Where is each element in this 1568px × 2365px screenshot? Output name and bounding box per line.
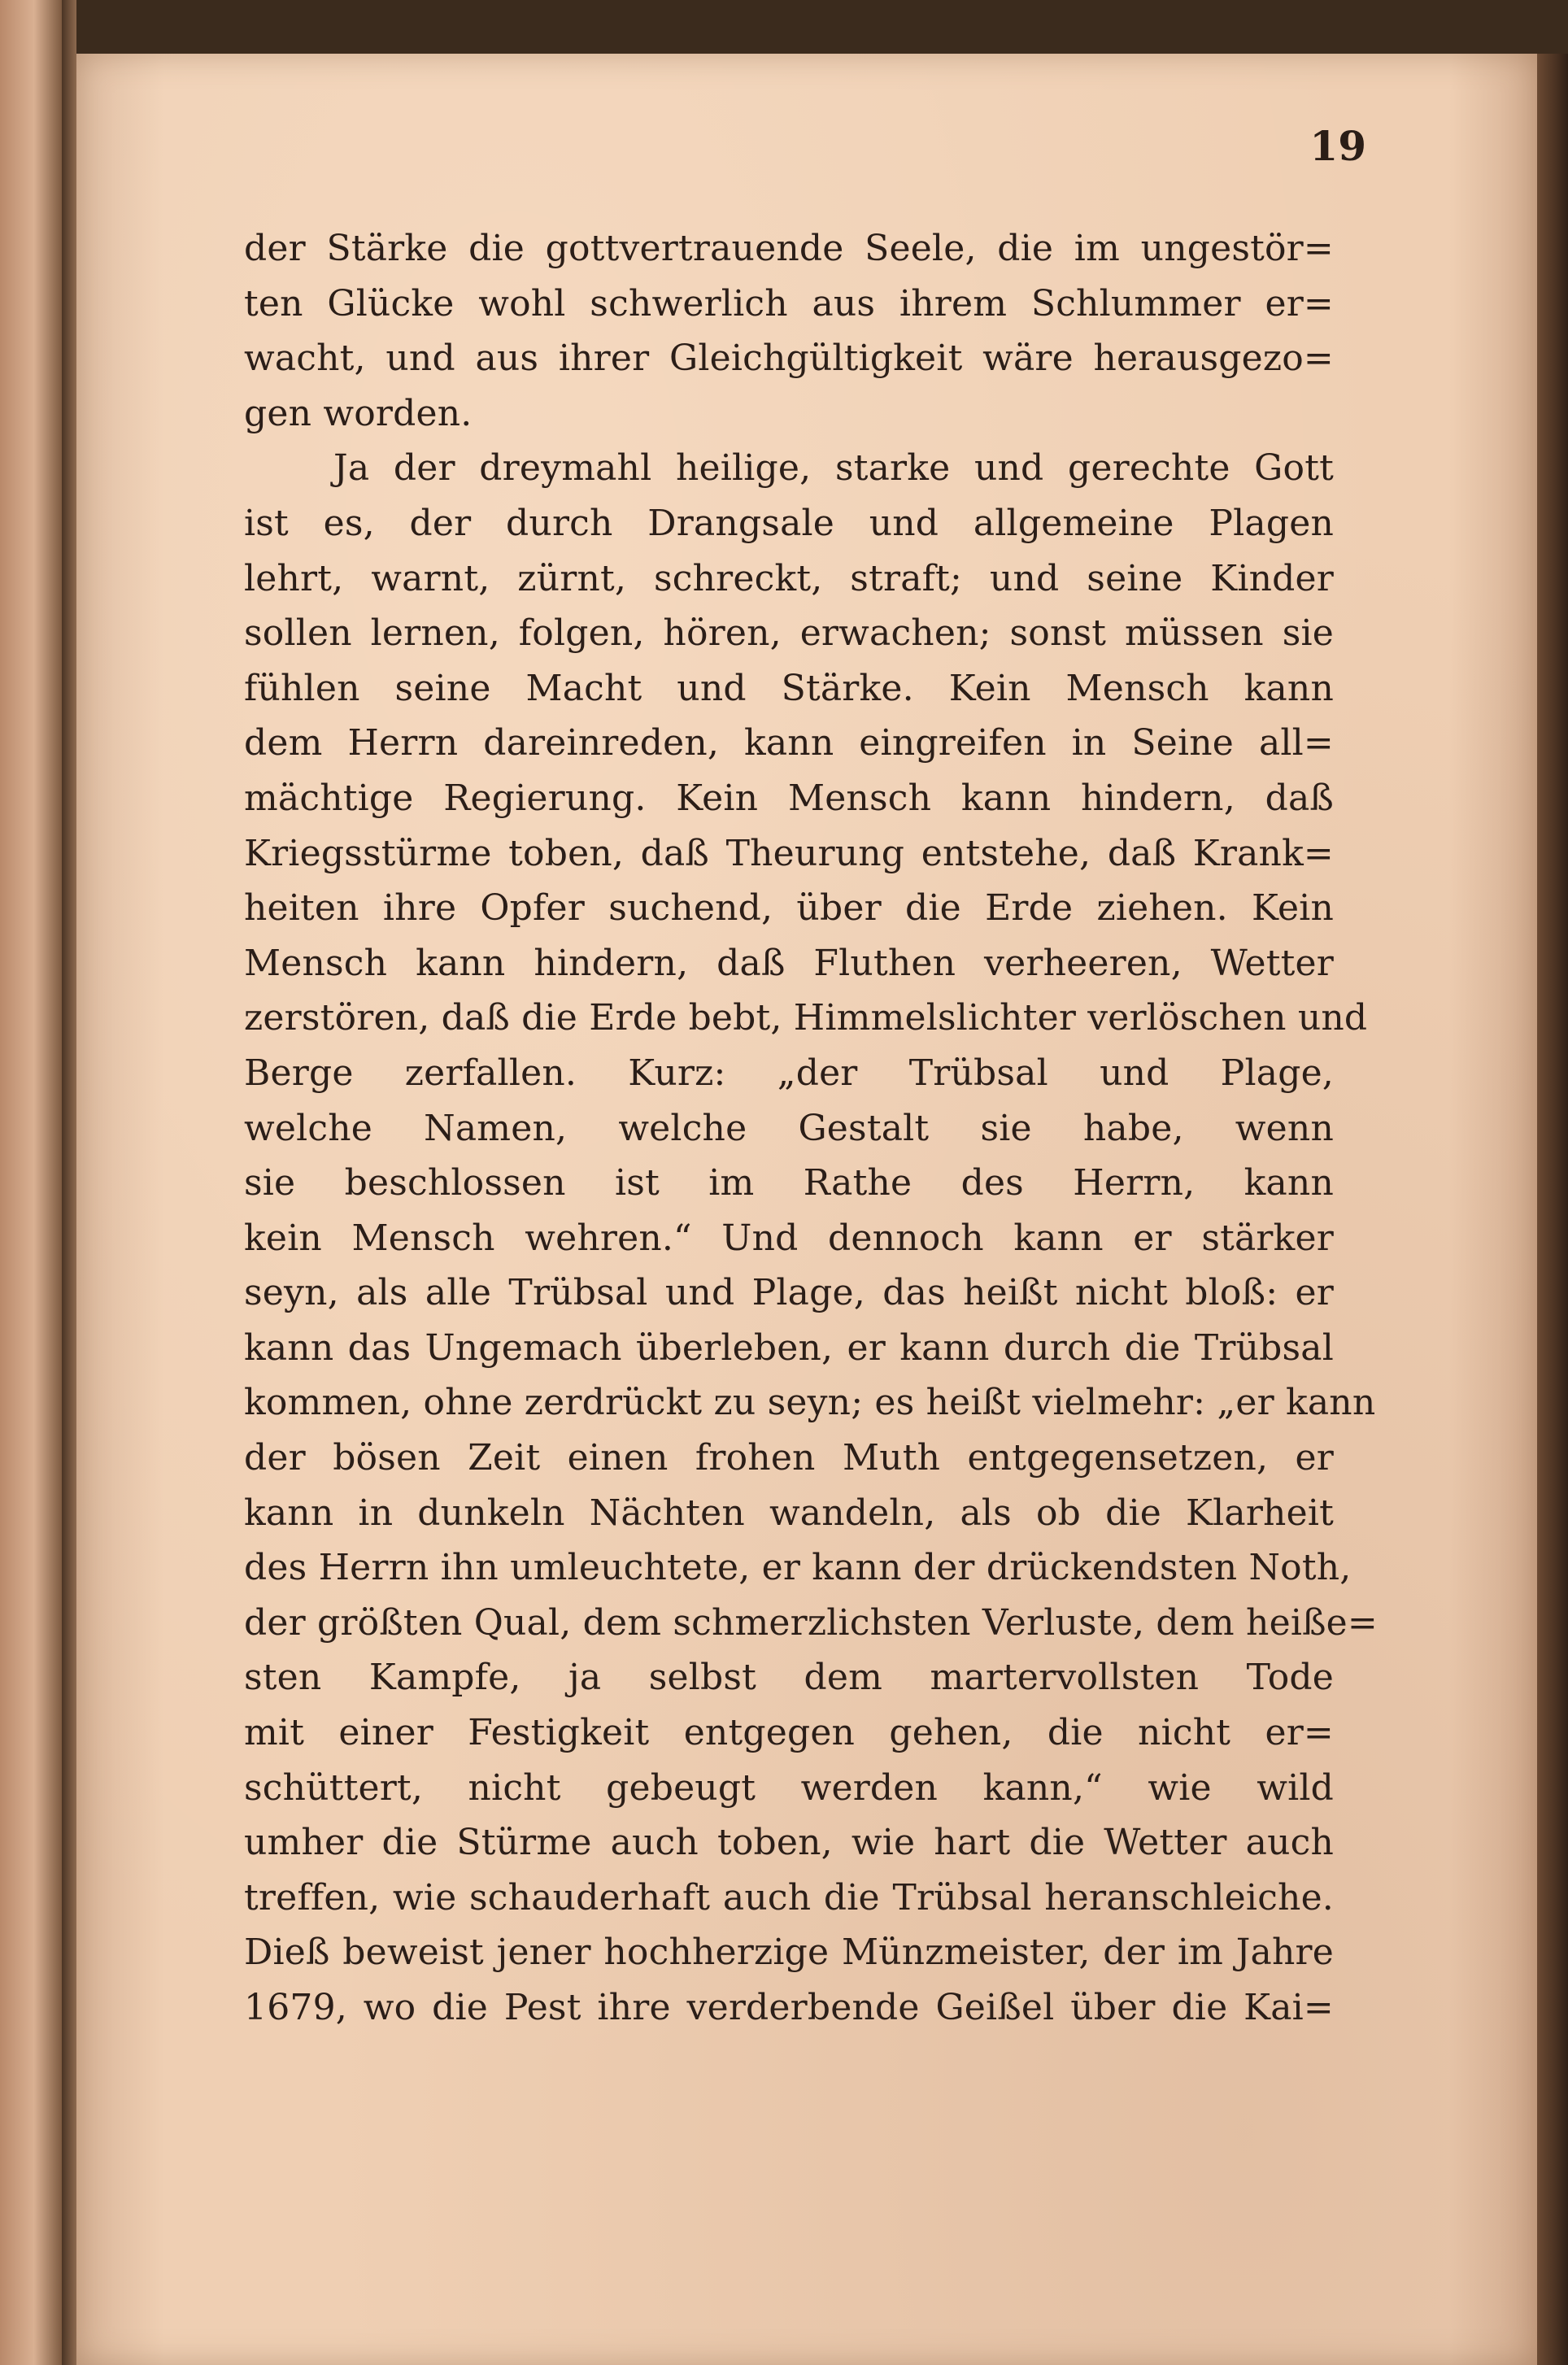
text-line: welche Namen, welche Gestalt sie habe, wenn [244, 1107, 1334, 1149]
text-line: Mensch kann hindern, daß Fluthen verheeren, Wetter [244, 942, 1334, 984]
text-line: Dieß beweist jener hochherzige Münzmeister, der im Jahre [244, 1932, 1334, 1974]
text-line: Berge zerfallen. Kurz: „der Trübsal und Plage, [244, 1052, 1334, 1094]
paragraph-first-line: Ja der dreymahl heilige, starke und gerechte Gott [333, 447, 1334, 490]
text-line: sten Kampfe, ja selbst dem martervollsten Tode [244, 1657, 1334, 1699]
text-line: kann das Ungemach überleben, er kann durch die Trübsal [244, 1326, 1334, 1369]
text-line: schüttert, nicht gebeugt werden kann,“ wie wild [244, 1766, 1334, 1809]
page-number: 19 [1309, 122, 1366, 170]
text-line: heiten ihre Opfer suchend, über die Erde ziehen. Kein [244, 887, 1334, 930]
text-line: kein Mensch wehren.“ Und dennoch kann er stärker [244, 1217, 1334, 1259]
text-line: kann in dunkeln Nächten wandeln, als ob die Klarheit [244, 1492, 1334, 1534]
text-line: zerstören, daß die Erde bebt, Himmelslichter verlöschen und [244, 997, 1368, 1039]
text-line: dem Herrn dareinreden, kann eingreifen in Seine all= [244, 722, 1334, 764]
text-line: der Stärke die gottvertrauende Seele, die im ungestör= [244, 228, 1334, 269]
text-line: 1679, wo die Pest ihre verderbende Geißel über die Kai= [244, 1987, 1334, 2028]
page-stack-edge [1537, 54, 1568, 2365]
text-line: mit einer Festigkeit entgegen gehen, die nicht er= [244, 1712, 1334, 1754]
text-line: lehrt, warnt, zürnt, schreckt, straft; und seine Kinder [244, 557, 1334, 599]
book-gutter [62, 0, 76, 2365]
text-line: gen worden. [244, 392, 473, 434]
text-line: der größten Qual, dem schmerzlichsten Verluste, dem heiße= [244, 1601, 1378, 1644]
text-line: des Herrn ihn umleuchtete, er kann der drückendsten Noth, [244, 1547, 1352, 1589]
text-line: mächtige Regierung. Kein Mensch kann hindern, daß [244, 777, 1334, 819]
left-page-edge [0, 0, 62, 2365]
text-line: kommen, ohne zerdrückt zu seyn; es heißt vielmehr: „er kann [244, 1382, 1376, 1424]
text-line: umher die Stürme auch toben, wie hart die Wetter auch [244, 1822, 1334, 1864]
text-line: seyn, als alle Trübsal und Plage, das heißt nicht bloß: er [244, 1272, 1334, 1314]
text-line: wacht, und aus ihrer Gleichgültigkeit wäre herausgezo= [244, 338, 1334, 380]
text-line: der bösen Zeit einen frohen Muth entgegensetzen, er [244, 1437, 1334, 1479]
text-line: Kriegsstürme toben, daß Theurung entstehe, daß Krank= [244, 832, 1334, 874]
text-line: treffen, wie schauderhaft auch die Trübsal heranschleiche. [244, 1876, 1334, 1919]
text-line: sollen lernen, folgen, hören, erwachen; sonst müssen sie [244, 612, 1334, 655]
text-line: fühlen seine Macht und Stärke. Kein Mensch kann [244, 667, 1334, 709]
text-line: ten Glücke wohl schwerlich aus ihrem Schlummer er= [244, 282, 1334, 324]
text-line: ist es, der durch Drangsale und allgemeine Plagen [244, 502, 1334, 544]
text-line: sie beschlossen ist im Rathe des Herrn, kann [244, 1162, 1334, 1204]
body-text [244, 221, 1378, 2036]
